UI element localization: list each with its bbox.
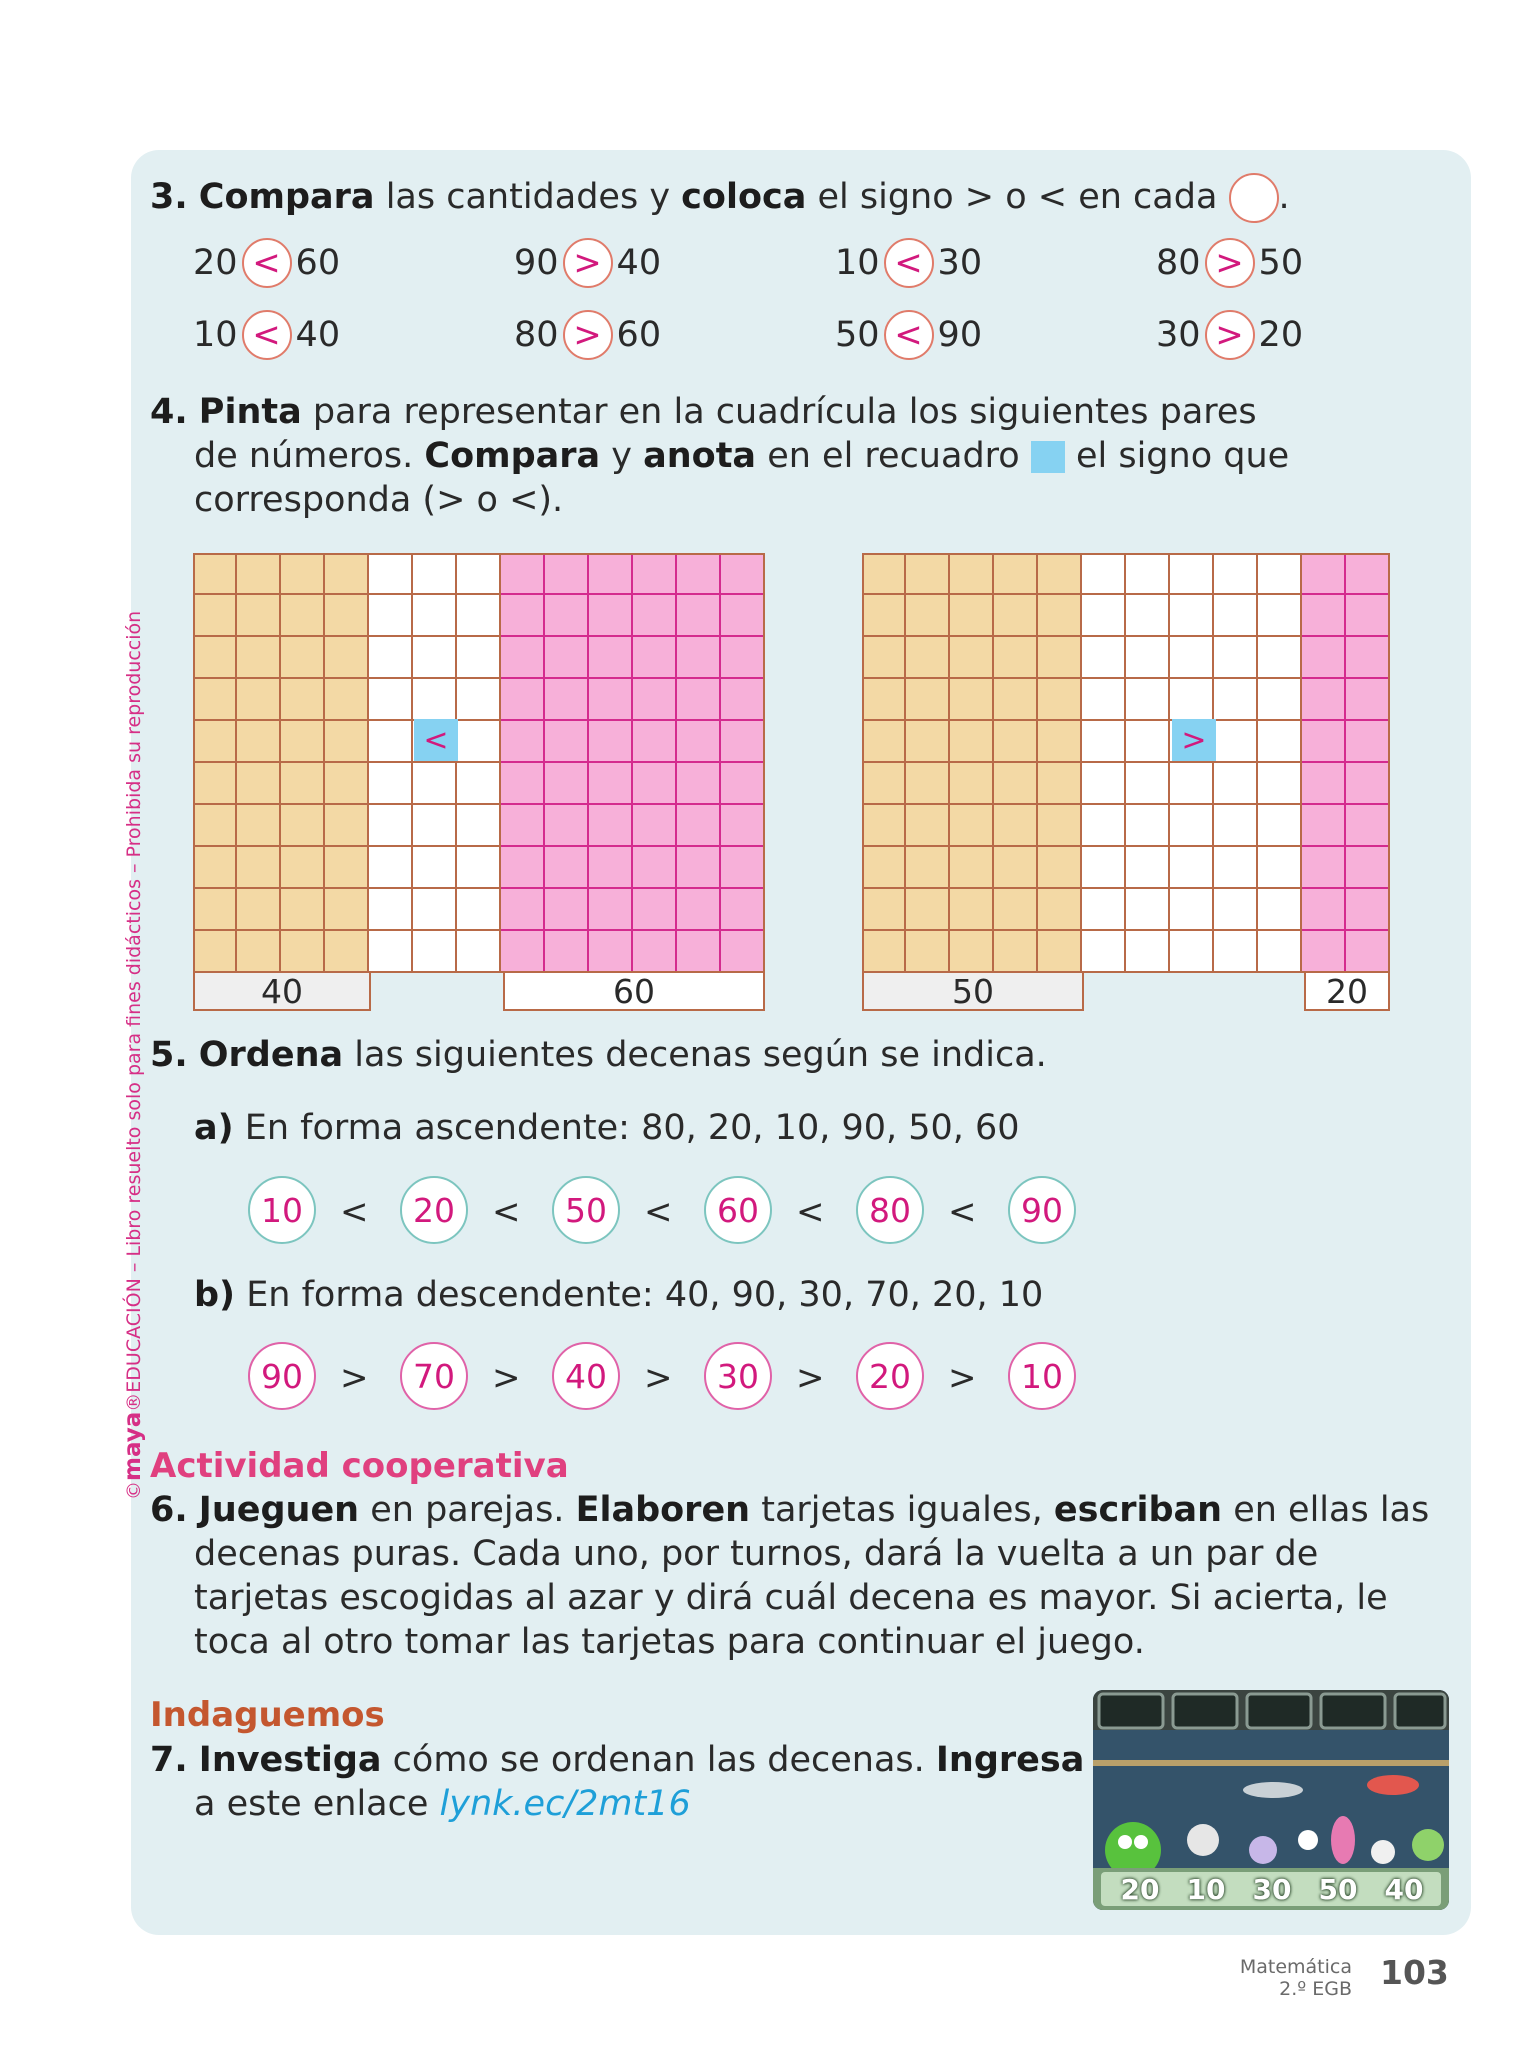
- comparison-left: 50: [835, 315, 880, 355]
- order-bubble[interactable]: 60: [704, 1176, 772, 1244]
- empty-circle-icon: [1229, 173, 1279, 223]
- comparison-sign-circle[interactable]: >: [563, 310, 613, 360]
- order-operator: <: [492, 1192, 521, 1232]
- grid1-right-label: 60: [503, 971, 765, 1011]
- page-number: 103: [1380, 1953, 1449, 1992]
- ex7-line1: 7. Investiga cómo se ordenan las decenas. Ingresa: [150, 1740, 1085, 1780]
- game-number: 10: [1186, 1872, 1226, 1906]
- grid-frame-1: [193, 553, 765, 973]
- comparison-right: 90: [937, 315, 983, 355]
- comparison-right: 30: [937, 243, 983, 283]
- comparison-sign-circle[interactable]: <: [242, 238, 292, 288]
- comparison-right: 40: [616, 243, 662, 283]
- grid2-left-label: 50: [862, 971, 1084, 1011]
- comparison-sign-circle[interactable]: >: [1205, 238, 1255, 288]
- ex4-instruction-line2: de números. Compara y anota en el recuadro el signo que: [194, 436, 1290, 476]
- ex7-link[interactable]: lynk.ec/2mt16: [439, 1784, 691, 1824]
- order-bubble[interactable]: 90: [248, 1342, 316, 1410]
- ex6-line3: tarjetas escogidas al azar y dirá cuál decena es mayor. Si acierta, le: [194, 1578, 1388, 1618]
- ex6-line2: decenas puras. Cada uno, por turnos, dará la vuelta a un par de: [194, 1534, 1319, 1574]
- comparison-item: [193, 238, 340, 288]
- game-screenshot: [1093, 1690, 1449, 1910]
- side-credit: ©maya®EDUCACIÓN – Libro resuelto solo para fines didácticos – Prohibida su reproducción: [120, 610, 146, 1500]
- comparison-item: [835, 238, 982, 288]
- grid-frame-2: [862, 553, 1390, 973]
- comparison-item: [1156, 310, 1303, 360]
- comparison-item: [835, 310, 982, 360]
- order-bubble[interactable]: 90: [1008, 1176, 1076, 1244]
- order-operator: <: [340, 1192, 369, 1232]
- grid2-sign: >: [1172, 719, 1216, 761]
- order-bubble[interactable]: 70: [400, 1342, 468, 1410]
- comparison-sign-circle[interactable]: >: [563, 238, 613, 288]
- comparison-left: 10: [835, 243, 880, 283]
- comparison-sign-circle[interactable]: <: [242, 310, 292, 360]
- order-operator: >: [948, 1358, 977, 1398]
- grid2-right-label: 20: [1304, 971, 1390, 1011]
- comparison-left: 10: [193, 315, 238, 355]
- order-bubble[interactable]: 50: [552, 1176, 620, 1244]
- order-bubble[interactable]: 20: [856, 1342, 924, 1410]
- comparison-left: 20: [193, 243, 238, 283]
- order-bubble[interactable]: 10: [1008, 1342, 1076, 1410]
- comparison-right: 50: [1258, 243, 1304, 283]
- order-operator: <: [644, 1192, 673, 1232]
- comparison-item: [1156, 238, 1303, 288]
- comparison-sign-circle[interactable]: >: [1205, 310, 1255, 360]
- comparison-left: 80: [514, 315, 559, 355]
- ex5-instruction: 5. Ordena las siguientes decenas según se indica.: [150, 1035, 1047, 1075]
- order-bubble[interactable]: 40: [552, 1342, 620, 1410]
- order-operator: <: [948, 1192, 977, 1232]
- comparison-left: 80: [1156, 243, 1201, 283]
- order-operator: >: [796, 1358, 825, 1398]
- ex3-instruction: 3. Compara las cantidades y coloca el signo > o < en cada .: [150, 173, 1290, 223]
- ex5-a-text: a) En forma ascendente: 80, 20, 10, 90, 50, 60: [194, 1108, 1020, 1148]
- game-number: 40: [1384, 1872, 1424, 1906]
- order-bubble[interactable]: 80: [856, 1176, 924, 1244]
- ex6-line1: 6. Jueguen en parejas. Elaboren tarjetas iguales, escriban en ellas las: [150, 1490, 1430, 1530]
- game-number: 20: [1120, 1872, 1160, 1906]
- footer-grade: 2.º EGB: [1279, 1978, 1352, 2000]
- order-operator: >: [340, 1358, 369, 1398]
- indaguemos-heading: Indaguemos: [150, 1695, 385, 1735]
- order-operator: <: [796, 1192, 825, 1232]
- order-operator: >: [492, 1358, 521, 1398]
- comparison-item: [514, 310, 661, 360]
- comparison-right: 40: [295, 315, 341, 355]
- comparison-right: 60: [295, 243, 341, 283]
- comparison-left: 90: [514, 243, 559, 283]
- ex4-instruction-line1: 4. Pinta para representar en la cuadrícula los siguientes pares: [150, 392, 1257, 432]
- ex5-b-text: b) En forma descendente: 40, 90, 30, 70, 20, 10: [194, 1275, 1044, 1315]
- comparison-right: 20: [1258, 315, 1304, 355]
- comparison-left: 30: [1156, 315, 1201, 355]
- comparison-right: 60: [616, 315, 662, 355]
- ex6-line4: toca al otro tomar las tarjetas para continuar el juego.: [194, 1622, 1145, 1662]
- order-bubble[interactable]: 10: [248, 1176, 316, 1244]
- comparison-item: [514, 238, 661, 288]
- grid1-sign: <: [414, 719, 458, 761]
- order-bubble[interactable]: 30: [704, 1342, 772, 1410]
- ex4-instruction-line3: corresponda (> o <).: [194, 480, 564, 520]
- cooperative-heading: Actividad cooperativa: [150, 1446, 569, 1486]
- ex7-line2: a este enlace lynk.ec/2mt16: [194, 1784, 691, 1824]
- game-number: 30: [1252, 1872, 1292, 1906]
- comparison-sign-circle[interactable]: <: [884, 310, 934, 360]
- grid1-left-label: 40: [193, 971, 371, 1011]
- order-operator: >: [644, 1358, 673, 1398]
- blue-square-icon: [1031, 441, 1065, 473]
- comparison-sign-circle[interactable]: <: [884, 238, 934, 288]
- comparison-item: [193, 310, 340, 360]
- game-number: 50: [1318, 1872, 1358, 1906]
- footer-subject: Matemática: [1239, 1956, 1352, 1978]
- game-number-bar: [1107, 1872, 1437, 1906]
- order-bubble[interactable]: 20: [400, 1176, 468, 1244]
